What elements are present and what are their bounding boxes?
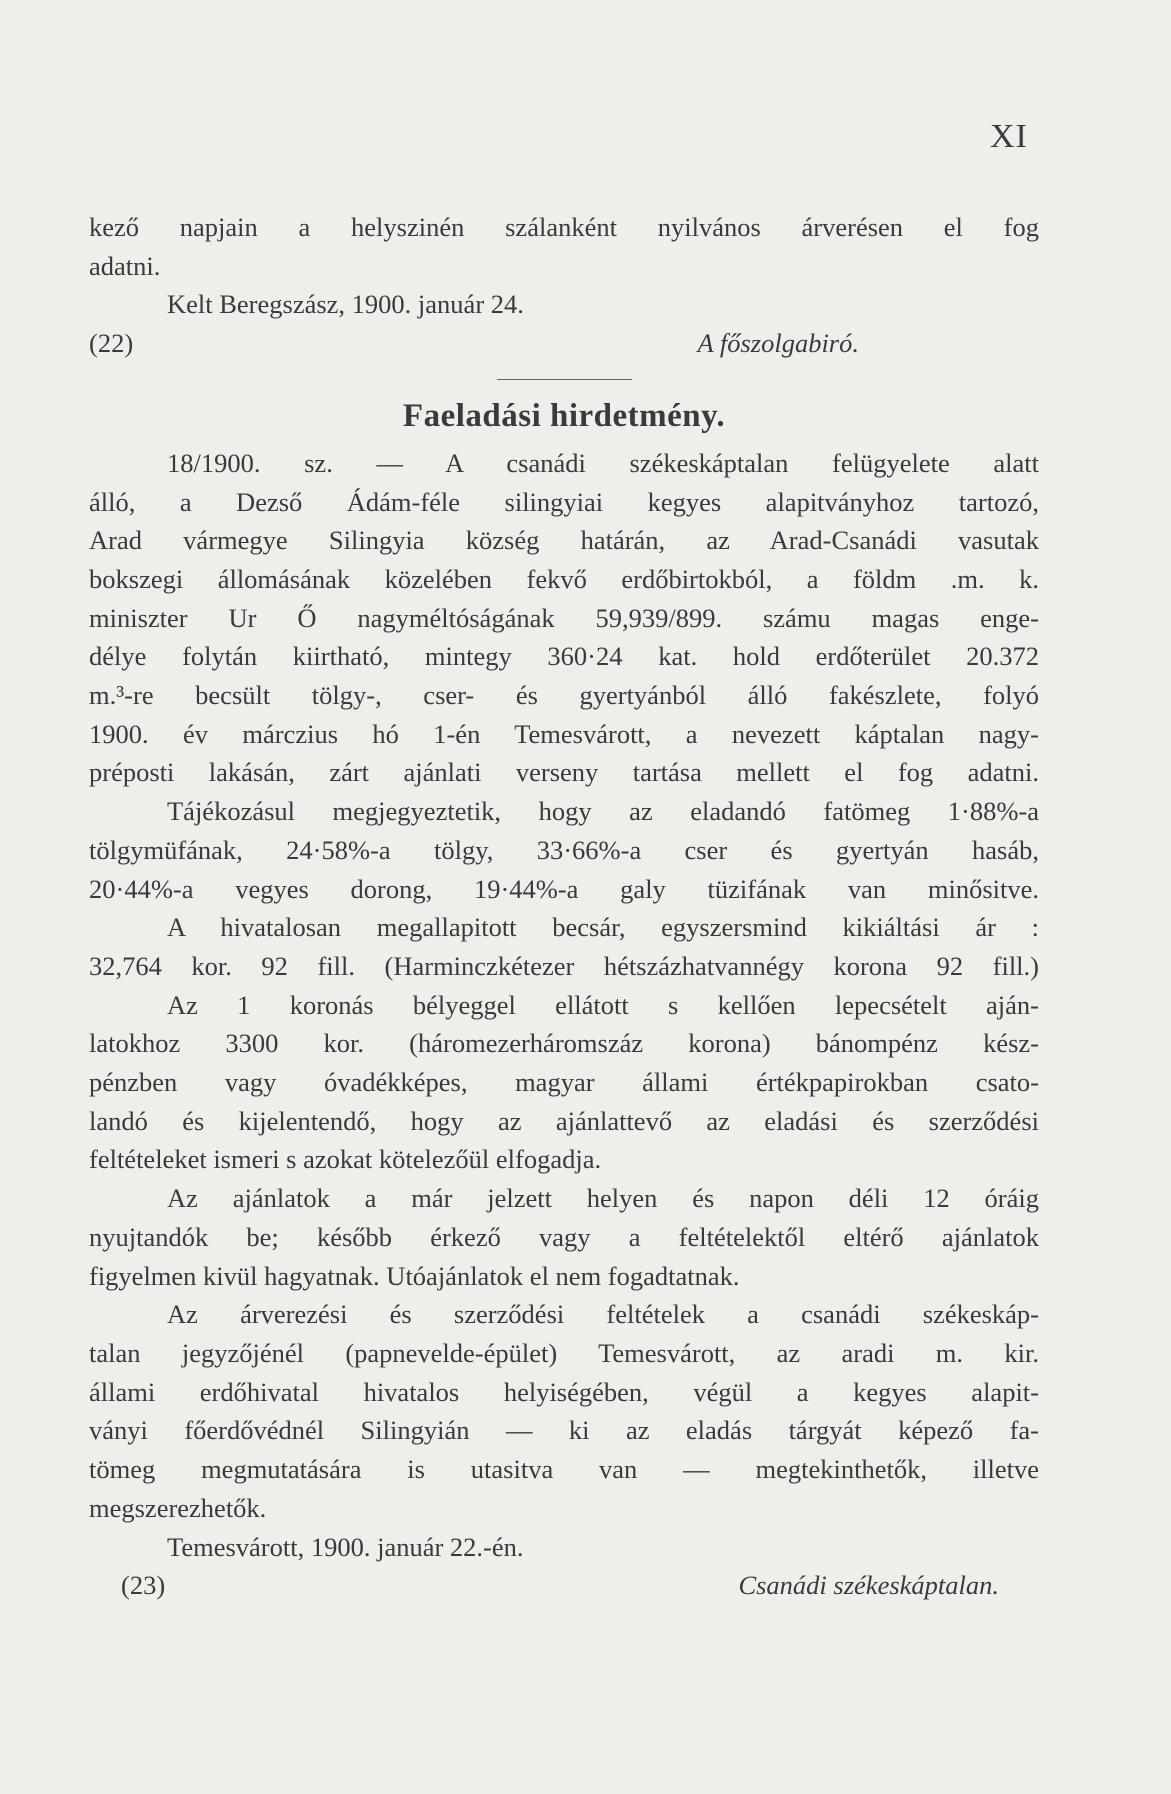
para2-line: Tájékozásul megjegyeztetik, hogy az eladandó fatömeg 1·88%-a (167, 796, 1039, 827)
notice2-footer (89, 1566, 1039, 1605)
body-line: préposti lakásán, zárt ajánlati verseny tartása mellett el fog adatni. (89, 757, 1039, 788)
body-line: Arad vármegye Silingyia község határán, az Arad-Csanádi vasutak (89, 525, 1039, 556)
body-line: délye folytán kiirtható, mintegy 360·24 kat. hold erdőterület 20.372 (89, 641, 1039, 672)
section-divider (497, 379, 632, 380)
body-line: miniszter Ur Ő nagyméltóságának 59,939/899. számu magas enge- (89, 602, 1039, 633)
para4-line: feltételeket ismeri s azokat kötelezőül elfogadja. (89, 1144, 602, 1175)
body-line: álló, a Dezső Ádám-féle silingyiai kegyes alapitványhoz tartozó, (89, 486, 1039, 517)
para6-line: megszerezhetők. (89, 1492, 267, 1523)
para4-line: landó és kijelentendő, hogy az ajánlattevő az eladási és szerződési (89, 1105, 1039, 1136)
para3-line: A hivatalosan megallapitott becsár, egyszersmind kikiáltási ár : (167, 912, 1039, 943)
para6-line: talan jegyzőjénél (papnevelde-épület) Temesvárott, az aradi m. kir. (89, 1337, 1039, 1368)
body-line: m.³-re becsült tölgy-, cser- és gyertyánból álló fakészlete, folyó (89, 680, 1039, 711)
para3-line: 32,764 kor. 92 fill. (Harminczkétezer hétszázhatvannégy korona 92 fill.) (89, 950, 1039, 981)
para5-line: Az ajánlatok a már jelzett helyen és napon déli 12 óráig (167, 1183, 1039, 1214)
notice1-footer (89, 324, 1039, 363)
body-line: 18/1900. sz. — A csanádi székeskáptalan felügyelete alatt (167, 447, 1039, 478)
para6-line: ványi főerdővédnél Silingyián — ki az eladás tárgyát képező fa- (89, 1415, 1039, 1446)
notice2-signature: Csanádi székeskáptalan. (738, 1570, 999, 1601)
para4-line: latokhoz 3300 kor. (háromezerháromszáz korona) bánompénz kész- (89, 1028, 1039, 1059)
para2-line: 20·44%-a vegyes dorong, 19·44%-a galy tüzifának van minősitve. (89, 873, 1039, 904)
page-number: XI (990, 118, 1028, 155)
para5-line: figyelmen kivül hagyatnak. Utóajánlatok el nem fogadtatnak. (89, 1260, 740, 1291)
para6-line: Az árverezési és szerződési feltételek a csanádi székeskáp- (167, 1299, 1039, 1330)
notice1-line: kező napjain a helyszinén szálanként nyilvános árverésen el fog (89, 212, 1039, 242)
notice2-title: Faeladási hirdetmény. (402, 397, 726, 434)
para5-line: nyujtandók be; később érkező vagy a feltételektől eltérő ajánlatok (89, 1221, 1039, 1252)
para2-line: tölgymüfának, 24·58%-a tölgy, 33·66%-a cser és gyertyán hasáb, (89, 834, 1039, 865)
para6-line: állami erdőhivatal hivatalos helyiségében, végül a kegyes alapit- (89, 1376, 1039, 1407)
notice1-line: adatni. (89, 250, 161, 281)
para4-line: Az 1 koronás bélyeggel ellátott s kellően lepecsételt aján- (167, 989, 1039, 1020)
body-line: bokszegi állomásának közelében fekvő erdőbirtokból, a földm .m. k. (89, 563, 1039, 594)
body-line: 1900. év márczius hó 1-én Temesvárott, a nevezett káptalan nagy- (89, 718, 1039, 749)
notice2-ref: (23) (121, 1570, 166, 1601)
para4-line: pénzben vagy óvadékképes, magyar állami értékpapirokban csato- (89, 1067, 1039, 1098)
page-text (89, 208, 1039, 1605)
notice2-date: Temesvárott, 1900. január 22.-én. (167, 1531, 524, 1562)
notice1-date: Kelt Beregszász, 1900. január 24. (167, 289, 524, 320)
notice1-signature: A főszolgabiró. (697, 328, 859, 359)
para6-line: tömeg megmutatására is utasitva van — megtekinthetők, illetve (89, 1454, 1039, 1485)
notice1-ref: (22) (89, 328, 134, 359)
